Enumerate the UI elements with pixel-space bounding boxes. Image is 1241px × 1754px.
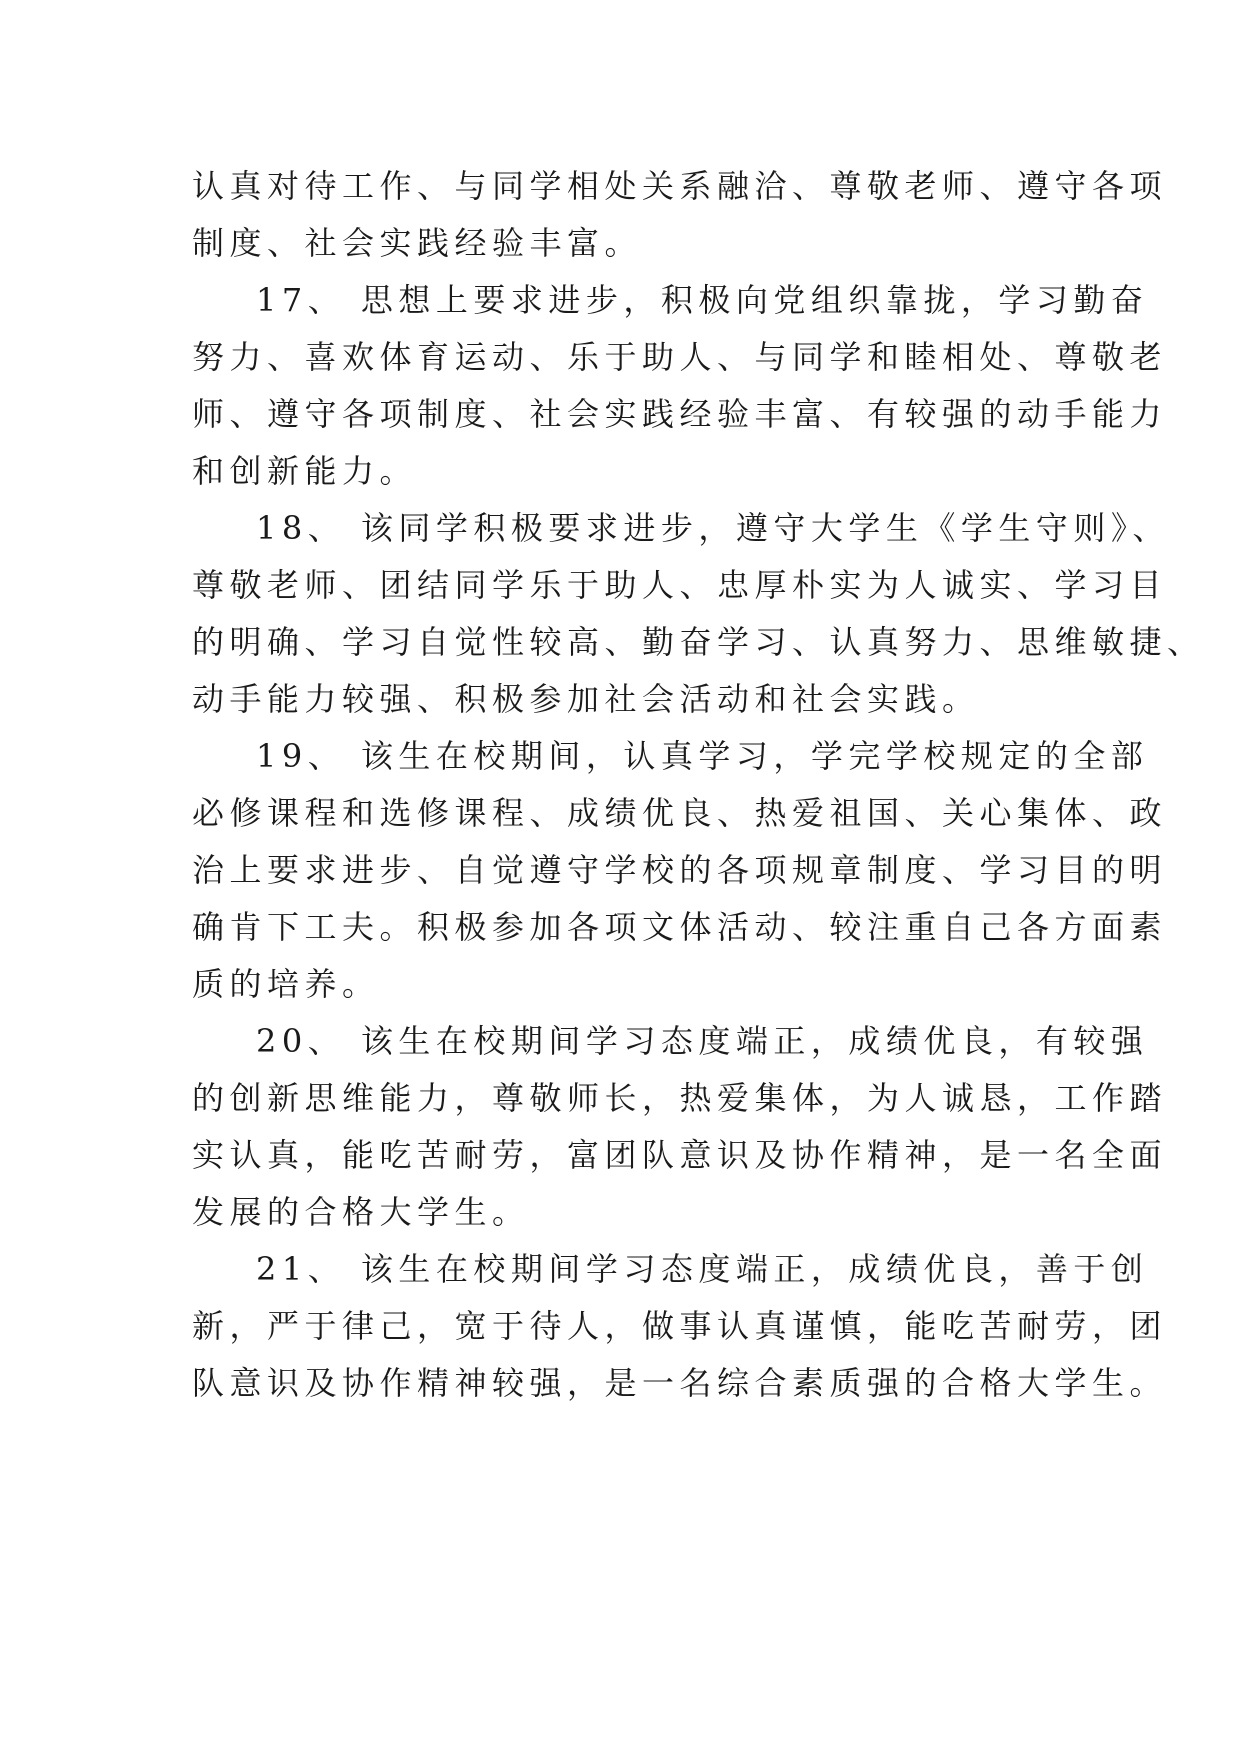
paragraph-19: [192, 728, 1168, 1013]
text-line: 尊敬老师、团结同学乐于助人、忠厚朴实为人诚实、学习目: [192, 566, 1168, 604]
document-body: [192, 158, 1205, 1412]
text-line: 的创新思维能力，尊敬师长，热爱集体，为人诚恳，工作踏: [192, 1079, 1168, 1117]
text-line: 17、 思想上要求进步，积极向党组织靠拢，学习勤奋: [256, 281, 1149, 319]
paragraph-20: [192, 1013, 1168, 1241]
text-line: 治上要求进步、自觉遵守学校的各项规章制度、学习目的明: [192, 851, 1168, 889]
paragraph-18: [192, 500, 1205, 728]
text-line: 质的培养。: [192, 965, 380, 1003]
text-line: 新，严于律己，宽于待人，做事认真谨慎，能吃苦耐劳，团: [192, 1307, 1168, 1345]
paragraph-21: [192, 1241, 1168, 1412]
text-line: 努力、喜欢体育运动、乐于助人、与同学和睦相处、尊敬老: [192, 338, 1168, 376]
text-line: 发展的合格大学生。: [192, 1193, 530, 1231]
text-line: 的明确、学习自觉性较高、勤奋学习、认真努力、思维敏捷、: [192, 623, 1205, 661]
text-line: 确肯下工夫。积极参加各项文体活动、较注重自己各方面素: [192, 908, 1168, 946]
text-line: 20、 该生在校期间学习态度端正，成绩优良，有较强: [256, 1022, 1149, 1060]
text-line: 认真对待工作、与同学相处关系融洽、尊敬老师、遵守各项: [192, 167, 1168, 205]
paragraph-17: [192, 272, 1168, 500]
text-line: 必修课程和选修课程、成绩优良、热爱祖国、关心集体、政: [192, 794, 1168, 832]
text-line: 18、 该同学积极要求进步，遵守大学生《学生守则》、: [256, 509, 1170, 547]
paragraph-continued: [192, 158, 1168, 272]
text-line: 19、 该生在校期间，认真学习，学完学校规定的全部: [256, 737, 1149, 775]
text-line: 实认真，能吃苦耐劳，富团队意识及协作精神，是一名全面: [192, 1136, 1168, 1174]
text-line: 队意识及协作精神较强，是一名综合素质强的合格大学生。: [192, 1364, 1168, 1402]
text-line: 制度、社会实践经验丰富。: [192, 224, 643, 262]
text-line: 师、遵守各项制度、社会实践经验丰富、有较强的动手能力: [192, 395, 1168, 433]
text-line: 21、 该生在校期间学习态度端正，成绩优良，善于创: [256, 1250, 1149, 1288]
text-line: 和创新能力。: [192, 452, 418, 490]
text-line: 动手能力较强、积极参加社会活动和社会实践。: [192, 680, 980, 718]
